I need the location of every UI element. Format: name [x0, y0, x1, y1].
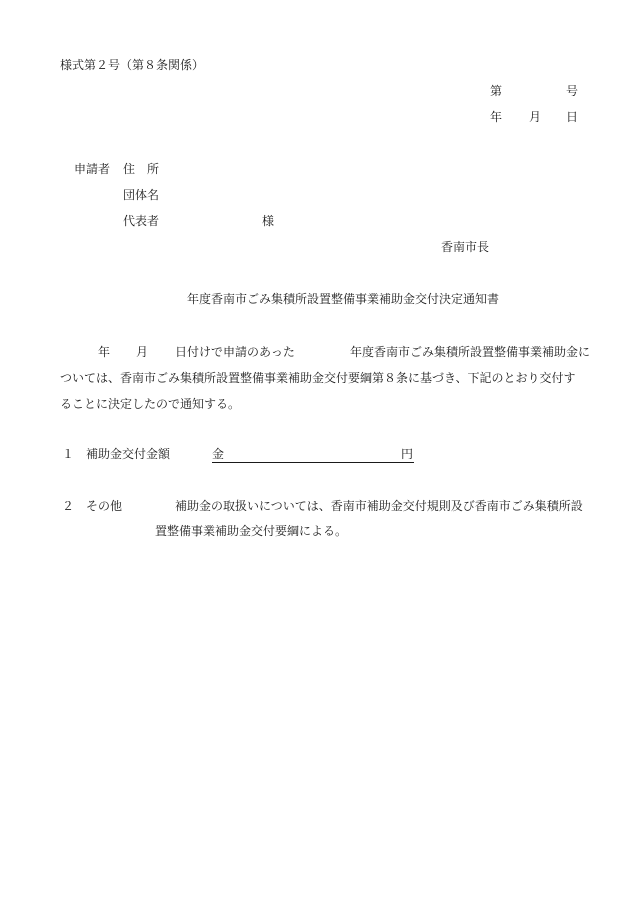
rep-label: 代表者: [123, 214, 160, 228]
doc-number-prefix: 第: [490, 84, 503, 98]
date-day: 日: [566, 110, 579, 124]
body-line2: ついては、香南市ごみ集積所設置整備事業補助金交付要綱第８条に基づき、下記のとおり交付す: [60, 371, 576, 385]
item-2-label: その他: [86, 499, 123, 513]
item-2-line2: 置整備事業補助金交付要綱による。: [155, 524, 348, 538]
body-year: 年: [98, 345, 111, 359]
body-date-text: 日付けで申請のあった: [175, 345, 295, 359]
body-month: 月: [136, 345, 149, 359]
form-label: 様式第２号（第８条関係）: [60, 58, 205, 72]
item-1-number: １: [62, 447, 75, 461]
amount-prefix: 金: [212, 447, 225, 461]
item-1-label: 補助金交付金額: [86, 447, 171, 461]
page-title: 年度香南市ごみ集積所設置整備事業補助金交付決定通知書: [187, 292, 500, 306]
honorific: 様: [262, 214, 275, 228]
item-2-line1: 補助金の取扱いについては、香南市補助金交付規則及び香南市ごみ集積所設: [175, 499, 583, 513]
address-label: 住 所: [123, 162, 160, 176]
doc-number-suffix: 号: [566, 84, 579, 98]
issuer: 香南市長: [441, 240, 490, 254]
item-2-number: ２: [62, 499, 75, 513]
body-subsidy: 年度香南市ごみ集積所設置整備事業補助金に: [350, 345, 591, 359]
applicant-label: 申請者: [74, 162, 111, 176]
body-line3: ることに決定したので通知する。: [60, 397, 241, 411]
amount-suffix: 円: [401, 447, 414, 461]
date-month: 月: [529, 110, 542, 124]
org-label: 団体名: [123, 188, 160, 202]
date-year: 年: [490, 110, 503, 124]
amount-underline: [212, 446, 414, 463]
